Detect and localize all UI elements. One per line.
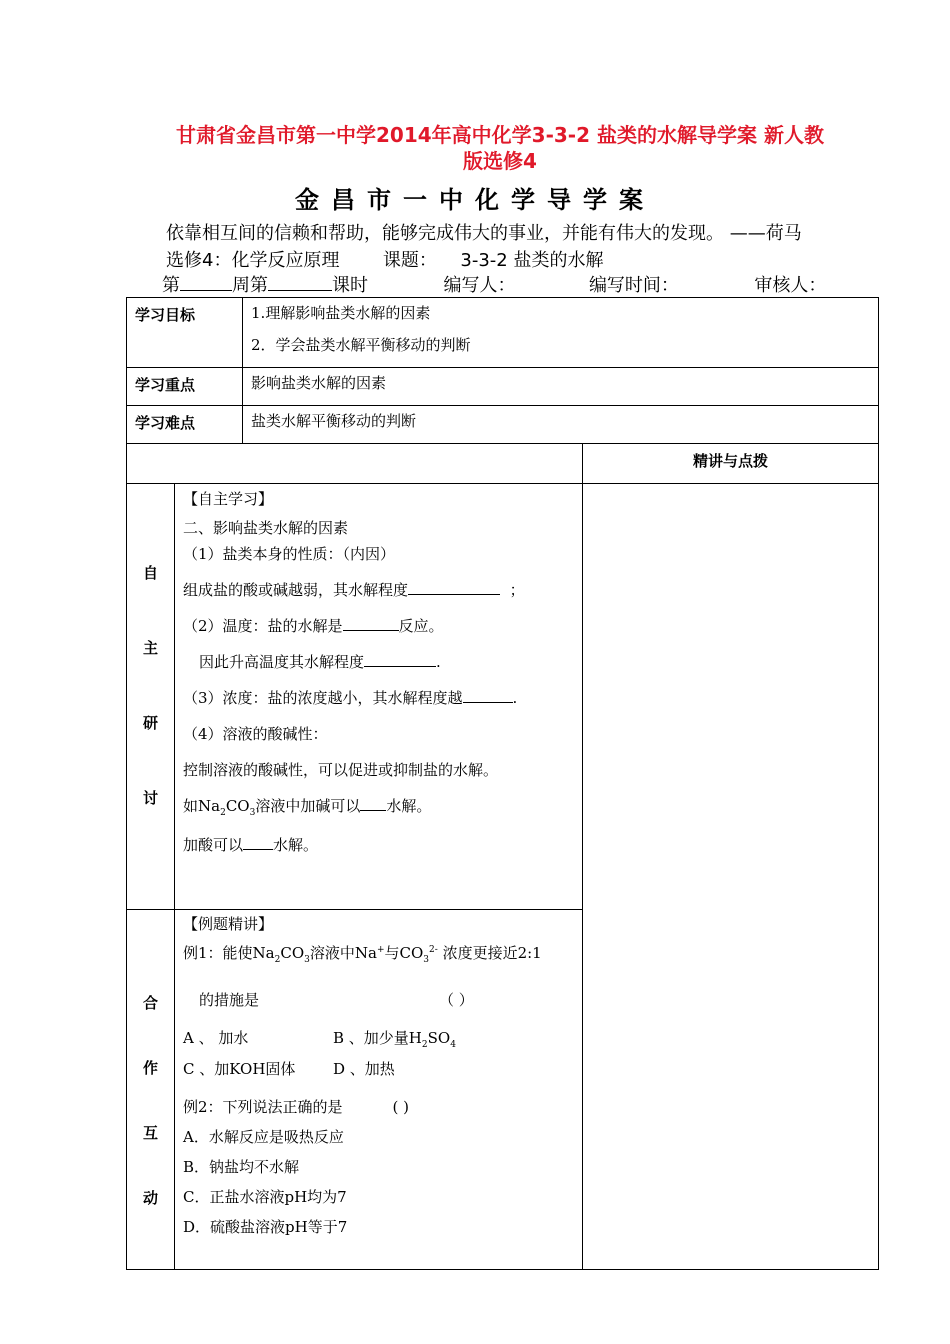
item-1: （1）盐类本身的性质：（内因）: [183, 545, 396, 563]
example-2-option-d: D．硫酸盐溶液pH等于7: [183, 1218, 348, 1236]
example-1-options-cd: C 、加KOH固体 D 、加热: [183, 1060, 395, 1078]
coop-side-char: 动: [142, 1189, 158, 1207]
self-study-side-char: 自: [142, 564, 158, 582]
notes-header-row: [127, 444, 879, 484]
goals-row: [127, 298, 879, 368]
acid-line: 加酸可以 水解。: [183, 836, 319, 854]
self-study-side-char: 讨: [142, 789, 158, 807]
period-blank: [268, 290, 332, 291]
item-4: （4）溶液的酸碱性：: [183, 725, 328, 743]
example-1-options-ab: A 、 加水 B 、加少量$H_2SO_4$: [183, 1029, 456, 1050]
coop-side-char: 合: [142, 994, 158, 1012]
week-prefix: 第: [162, 275, 180, 296]
difficulty-label: 学习难点: [127, 406, 243, 444]
document-title: [130, 122, 870, 174]
self-study-row: [127, 484, 879, 910]
coop-content: [175, 910, 583, 1270]
difficulty-row: [127, 406, 879, 444]
example-2-option-c: C．正盐水溶液pH均为7: [183, 1188, 347, 1206]
goals-label: 学习目标: [127, 298, 243, 368]
notes-header: 精讲与点拨: [583, 444, 879, 484]
self-study-side-char: 主: [142, 639, 158, 657]
course-topic-label: 课题：: [382, 250, 437, 271]
example-2-option-a: A．水解反应是吸热反应: [183, 1128, 344, 1146]
coop-side-char: 互: [142, 1124, 158, 1142]
week-blank: [180, 290, 232, 291]
week-mid: 周第: [232, 275, 268, 296]
document-title-line1: 甘肃省金昌市第一中学2014年高中化学3-3-2 盐类的水解导学案 新人教: [176, 123, 824, 147]
difficulty-content: 盐类水解平衡移动的判断: [243, 406, 879, 444]
control-text: 控制溶液的酸碱性，可以促进或抑制盐的水解。: [183, 761, 499, 779]
course-line: [166, 246, 603, 272]
blank-header-cell: [127, 444, 583, 484]
goal-1: 1.理解影响盐类水解的因素: [251, 304, 431, 322]
document-title-line2: 版选修4: [463, 149, 537, 173]
study-table: [126, 297, 879, 1270]
item-2-temp: 因此升高温度其水解程度 .: [199, 653, 441, 671]
focus-content: 影响盐类水解的因素: [243, 368, 879, 406]
example-1: 例1：能使$Na_2CO_3$溶液中Na+与$CO_3^{2-}$ 浓度更接近2:1: [183, 944, 542, 965]
course-topic: 3-3-2 盐类的水解: [460, 250, 604, 271]
date-label: 编写时间：: [588, 275, 679, 296]
reviewer-label: 审核人：: [754, 275, 827, 296]
goals-content: [243, 298, 879, 368]
na2co3-line: 如$Na_2CO_3$溶液中加碱可以 水解。: [183, 797, 432, 818]
notes-column: [583, 484, 879, 1270]
item-1-text: 组成盐的酸或碱越弱，其水解程度 ；: [183, 581, 525, 599]
school-heading: 金昌市一中化学导学案: [295, 186, 655, 214]
self-study-section: 二、影响盐类水解的因素: [183, 519, 349, 537]
schedule-line: [162, 271, 826, 297]
period-suffix: 课时: [332, 275, 368, 296]
coop-header: 【例题精讲】: [183, 915, 274, 933]
focus-label: 学习重点: [127, 368, 243, 406]
example-2: 例2：下列说法正确的是 ( ): [183, 1098, 410, 1116]
self-study-content: [175, 484, 583, 910]
course-module: 选修4：化学反应原理: [166, 250, 340, 271]
quote-line: 依靠相互间的信赖和帮助，能够完成伟大的事业，并能有伟大的发现。 ——荷马: [166, 223, 802, 244]
example-2-option-b: B．钠盐均不水解: [183, 1158, 300, 1176]
example-1-line2: 的措施是 （ ）: [199, 991, 474, 1009]
author-label: 编写人：: [443, 275, 516, 296]
coop-side-char: 作: [142, 1059, 158, 1077]
coop-side-label: [127, 910, 175, 1270]
item-2: （2）温度：盐的水解是 反应。: [183, 617, 444, 635]
item-3: （3）浓度：盐的浓度越小，其水解程度越 .: [183, 689, 518, 707]
self-study-side-char: 研: [142, 714, 158, 732]
self-study-side-label: [127, 484, 175, 910]
goal-2: 2．学会盐类水解平衡移动的判断: [251, 336, 471, 354]
self-study-header: 【自主学习】: [183, 490, 274, 508]
focus-row: [127, 368, 879, 406]
